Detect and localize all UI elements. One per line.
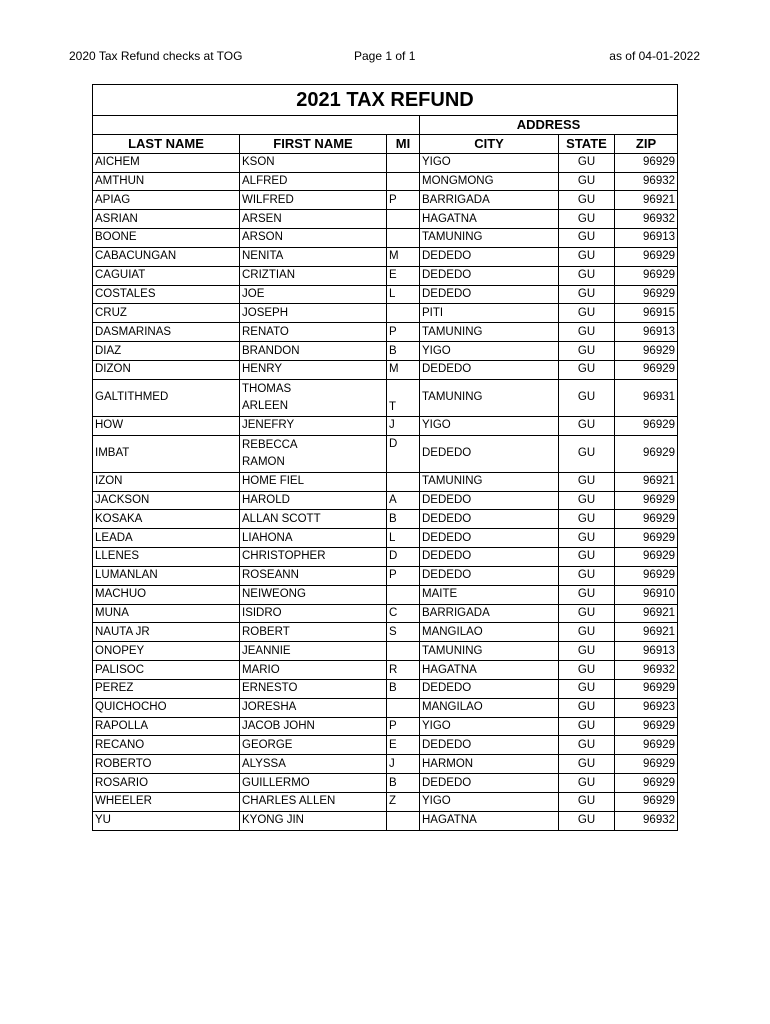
first-name-cell: WILFRED [240, 191, 387, 210]
table-row [93, 285, 678, 304]
middle-initial-cell: P [387, 566, 420, 585]
middle-initial-cell: R [387, 661, 420, 680]
first-name-line-1: REBECCA [242, 438, 298, 451]
city-cell: TAMUNING [420, 642, 559, 661]
table-row [93, 153, 678, 172]
table-row [93, 661, 678, 680]
first-name-cell [240, 435, 387, 472]
zip-cell: 96931 [615, 379, 678, 416]
table-row [93, 210, 678, 229]
city-cell: DEDEDO [420, 491, 559, 510]
state-cell: GU [559, 698, 615, 717]
middle-initial-cell [387, 172, 420, 191]
city-cell: YIGO [420, 717, 559, 736]
zip-cell: 96929 [615, 435, 678, 472]
first-name-cell: JOE [240, 285, 387, 304]
state-cell: GU [559, 548, 615, 567]
column-header-last-name: LAST NAME [93, 134, 240, 153]
state-cell: GU [559, 736, 615, 755]
zip-cell: 96923 [615, 698, 678, 717]
last-name-cell: PALISOC [93, 661, 240, 680]
city-cell: PITI [420, 304, 559, 323]
state-cell: GU [559, 566, 615, 585]
state-cell: GU [559, 510, 615, 529]
last-name-cell: CABACUNGAN [93, 247, 240, 266]
zip-cell: 96929 [615, 755, 678, 774]
city-cell: DEDEDO [420, 510, 559, 529]
zip-cell: 96921 [615, 472, 678, 491]
column-header-first-name: FIRST NAME [240, 134, 387, 153]
last-name-cell: CAGUIAT [93, 266, 240, 285]
city-cell: DEDEDO [420, 566, 559, 585]
last-name-cell: DASMARINAS [93, 323, 240, 342]
middle-initial-cell: E [387, 266, 420, 285]
table-row [93, 717, 678, 736]
table-row [93, 416, 678, 435]
middle-initial-cell: B [387, 342, 420, 361]
middle-initial-cell [387, 153, 420, 172]
state-cell: GU [559, 210, 615, 229]
last-name-cell: AICHEM [93, 153, 240, 172]
state-cell: GU [559, 416, 615, 435]
last-name-cell: ONOPEY [93, 642, 240, 661]
middle-initial-cell: P [387, 191, 420, 210]
state-cell: GU [559, 435, 615, 472]
zip-cell: 96929 [615, 416, 678, 435]
first-name-cell: JEANNIE [240, 642, 387, 661]
first-name-cell: GUILLERMO [240, 774, 387, 793]
column-header-row [93, 134, 678, 153]
city-cell: MANGILAO [420, 623, 559, 642]
city-cell: HAGATNA [420, 811, 559, 830]
last-name-cell: YU [93, 811, 240, 830]
table-row [93, 266, 678, 285]
first-name-cell: JENEFRY [240, 416, 387, 435]
city-cell: YIGO [420, 416, 559, 435]
table-row [93, 604, 678, 623]
last-name-cell: CRUZ [93, 304, 240, 323]
last-name-cell: IMBAT [93, 435, 240, 472]
zip-cell: 96929 [615, 342, 678, 361]
last-name-cell: LUMANLAN [93, 566, 240, 585]
middle-initial-cell [387, 811, 420, 830]
middle-initial-cell: B [387, 510, 420, 529]
zip-cell: 96932 [615, 811, 678, 830]
table-row [93, 229, 678, 248]
city-cell: HARMON [420, 755, 559, 774]
last-name-cell: LLENES [93, 548, 240, 567]
first-name-cell: RENATO [240, 323, 387, 342]
state-cell: GU [559, 323, 615, 342]
state-cell: GU [559, 153, 615, 172]
state-cell: GU [559, 472, 615, 491]
last-name-cell: LEADA [93, 529, 240, 548]
last-name-cell: AMTHUN [93, 172, 240, 191]
table-row [93, 529, 678, 548]
city-cell: YIGO [420, 793, 559, 812]
zip-cell: 96913 [615, 229, 678, 248]
zip-cell: 96929 [615, 793, 678, 812]
city-cell: BARRIGADA [420, 191, 559, 210]
state-cell: GU [559, 360, 615, 379]
middle-initial-cell [387, 229, 420, 248]
state-cell: GU [559, 661, 615, 680]
first-name-cell: KSON [240, 153, 387, 172]
zip-cell: 96929 [615, 774, 678, 793]
first-name-line-2: RAMON [242, 455, 285, 468]
table-row [93, 435, 678, 472]
middle-initial-cell [387, 210, 420, 229]
last-name-cell: COSTALES [93, 285, 240, 304]
zip-cell: 96929 [615, 360, 678, 379]
last-name-cell: NAUTA JR [93, 623, 240, 642]
table-body [93, 153, 678, 830]
table-row [93, 548, 678, 567]
first-name-cell: GEORGE [240, 736, 387, 755]
middle-initial-cell [387, 585, 420, 604]
state-cell: GU [559, 811, 615, 830]
state-cell: GU [559, 247, 615, 266]
first-name-cell: HAROLD [240, 491, 387, 510]
city-cell: HAGATNA [420, 661, 559, 680]
middle-initial-cell: J [387, 416, 420, 435]
column-header-zip: ZIP [615, 134, 678, 153]
last-name-cell: BOONE [93, 229, 240, 248]
table-row [93, 191, 678, 210]
city-cell: YIGO [420, 342, 559, 361]
city-cell: YIGO [420, 153, 559, 172]
first-name-cell: HENRY [240, 360, 387, 379]
first-name-cell: ROBERT [240, 623, 387, 642]
zip-cell: 96929 [615, 529, 678, 548]
table-row [93, 642, 678, 661]
city-cell: MAITE [420, 585, 559, 604]
city-cell: TAMUNING [420, 323, 559, 342]
state-cell: GU [559, 191, 615, 210]
first-name-cell: JACOB JOHN [240, 717, 387, 736]
first-name-cell: HOME FIEL [240, 472, 387, 491]
table-row [93, 247, 678, 266]
state-cell: GU [559, 679, 615, 698]
middle-initial-cell: M [387, 360, 420, 379]
city-cell: DEDEDO [420, 266, 559, 285]
middle-initial-cell: S [387, 623, 420, 642]
last-name-cell: MUNA [93, 604, 240, 623]
city-cell: DEDEDO [420, 679, 559, 698]
city-cell: TAMUNING [420, 472, 559, 491]
state-cell: GU [559, 379, 615, 416]
middle-initial-cell: D [387, 548, 420, 567]
state-cell: GU [559, 623, 615, 642]
table-row [93, 623, 678, 642]
table-row [93, 698, 678, 717]
last-name-cell: JACKSON [93, 491, 240, 510]
last-name-cell: ROBERTO [93, 755, 240, 774]
table-row [93, 811, 678, 830]
middle-initial-cell: P [387, 323, 420, 342]
first-name-cell: NEIWEONG [240, 585, 387, 604]
city-cell: MONGMONG [420, 172, 559, 191]
zip-cell: 96921 [615, 623, 678, 642]
state-cell: GU [559, 604, 615, 623]
first-name-cell: JORESHA [240, 698, 387, 717]
middle-initial-cell [387, 304, 420, 323]
first-name-cell: MARIO [240, 661, 387, 680]
zip-cell: 96921 [615, 191, 678, 210]
city-cell: DEDEDO [420, 774, 559, 793]
middle-initial-cell: Z [387, 793, 420, 812]
city-cell: BARRIGADA [420, 604, 559, 623]
middle-initial-cell [387, 472, 420, 491]
state-cell: GU [559, 266, 615, 285]
state-cell: GU [559, 304, 615, 323]
first-name-cell: KYONG JIN [240, 811, 387, 830]
column-header-city: CITY [420, 134, 559, 153]
table-row [93, 304, 678, 323]
first-name-cell: LIAHONA [240, 529, 387, 548]
first-name-cell: ALYSSA [240, 755, 387, 774]
last-name-cell: WHEELER [93, 793, 240, 812]
city-cell: DEDEDO [420, 360, 559, 379]
address-spacer-cell [93, 116, 420, 135]
column-header-state: STATE [559, 134, 615, 153]
first-name-cell: ROSEANN [240, 566, 387, 585]
middle-initial-cell: C [387, 604, 420, 623]
city-cell: DEDEDO [420, 435, 559, 472]
table-title: 2021 TAX REFUND [93, 85, 678, 116]
city-cell: DEDEDO [420, 548, 559, 567]
middle-initial-cell: B [387, 679, 420, 698]
first-name-cell: NENITA [240, 247, 387, 266]
zip-cell: 96929 [615, 566, 678, 585]
zip-cell: 96929 [615, 736, 678, 755]
zip-cell: 96921 [615, 604, 678, 623]
middle-initial-cell [387, 642, 420, 661]
last-name-cell: PEREZ [93, 679, 240, 698]
middle-initial-cell: L [387, 285, 420, 304]
city-cell: DEDEDO [420, 247, 559, 266]
zip-cell: 96932 [615, 210, 678, 229]
table-row [93, 472, 678, 491]
zip-cell: 96929 [615, 247, 678, 266]
middle-initial-cell [387, 698, 420, 717]
table-row [93, 566, 678, 585]
last-name-cell: GALTITHMED [93, 379, 240, 416]
as-of-date: as of 04-01-2022 [609, 49, 700, 63]
table-row [93, 774, 678, 793]
first-name-cell: CRIZTIAN [240, 266, 387, 285]
first-name-cell: CHARLES ALLEN [240, 793, 387, 812]
zip-cell: 96929 [615, 266, 678, 285]
state-cell: GU [559, 529, 615, 548]
table-row [93, 793, 678, 812]
last-name-cell: DIAZ [93, 342, 240, 361]
first-name-cell: ALFRED [240, 172, 387, 191]
table-row [93, 755, 678, 774]
address-group-header: ADDRESS [420, 116, 678, 135]
city-cell: DEDEDO [420, 736, 559, 755]
middle-initial-cell: L [387, 529, 420, 548]
city-cell: DEDEDO [420, 529, 559, 548]
middle-initial-cell: B [387, 774, 420, 793]
middle-initial-cell: D [387, 435, 420, 472]
state-cell: GU [559, 172, 615, 191]
first-name-cell: ARSON [240, 229, 387, 248]
table-row [93, 585, 678, 604]
state-cell: GU [559, 642, 615, 661]
zip-cell: 96929 [615, 679, 678, 698]
state-cell: GU [559, 717, 615, 736]
first-name-line-2: ARLEEN [242, 399, 289, 412]
zip-cell: 96932 [615, 661, 678, 680]
middle-initial-cell: P [387, 717, 420, 736]
first-name-cell: ERNESTO [240, 679, 387, 698]
last-name-cell: IZON [93, 472, 240, 491]
first-name-cell: JOSEPH [240, 304, 387, 323]
city-cell: TAMUNING [420, 379, 559, 416]
first-name-cell: ALLAN SCOTT [240, 510, 387, 529]
middle-initial-cell: A [387, 491, 420, 510]
state-cell: GU [559, 585, 615, 604]
table-row [93, 491, 678, 510]
page-number: Page 1 of 1 [354, 49, 416, 63]
last-name-cell: ROSARIO [93, 774, 240, 793]
table-row [93, 379, 678, 416]
zip-cell: 96929 [615, 491, 678, 510]
last-name-cell: APIAG [93, 191, 240, 210]
table-row [93, 360, 678, 379]
last-name-cell: DIZON [93, 360, 240, 379]
zip-cell: 96929 [615, 717, 678, 736]
last-name-cell: RAPOLLA [93, 717, 240, 736]
middle-initial-cell: E [387, 736, 420, 755]
middle-initial-cell: T [387, 379, 420, 416]
middle-initial-cell: M [387, 247, 420, 266]
first-name-line-1: THOMAS [242, 382, 292, 395]
last-name-cell: QUICHOCHO [93, 698, 240, 717]
table-row [93, 679, 678, 698]
state-cell: GU [559, 755, 615, 774]
last-name-cell: RECANO [93, 736, 240, 755]
table-row [93, 172, 678, 191]
state-cell: GU [559, 229, 615, 248]
first-name-cell [240, 379, 387, 416]
zip-cell: 96910 [615, 585, 678, 604]
last-name-cell: MACHUO [93, 585, 240, 604]
table-row [93, 323, 678, 342]
zip-cell: 96913 [615, 323, 678, 342]
zip-cell: 96929 [615, 548, 678, 567]
zip-cell: 96913 [615, 642, 678, 661]
last-name-cell: KOSAKA [93, 510, 240, 529]
last-name-cell: ASRIAN [93, 210, 240, 229]
first-name-cell: ARSEN [240, 210, 387, 229]
city-cell: HAGATNA [420, 210, 559, 229]
city-cell: DEDEDO [420, 285, 559, 304]
city-cell: MANGILAO [420, 698, 559, 717]
state-cell: GU [559, 285, 615, 304]
table-row [93, 342, 678, 361]
column-header-mi: MI [387, 134, 420, 153]
last-name-cell: HOW [93, 416, 240, 435]
middle-initial-cell: J [387, 755, 420, 774]
table-row [93, 510, 678, 529]
page-header-left: 2020 Tax Refund checks at TOG [69, 49, 243, 63]
zip-cell: 96915 [615, 304, 678, 323]
city-cell: TAMUNING [420, 229, 559, 248]
tax-refund-table [92, 84, 678, 831]
state-cell: GU [559, 774, 615, 793]
state-cell: GU [559, 491, 615, 510]
first-name-cell: BRANDON [240, 342, 387, 361]
table-row [93, 736, 678, 755]
zip-cell: 96929 [615, 285, 678, 304]
zip-cell: 96929 [615, 510, 678, 529]
first-name-cell: ISIDRO [240, 604, 387, 623]
state-cell: GU [559, 793, 615, 812]
zip-cell: 96929 [615, 153, 678, 172]
state-cell: GU [559, 342, 615, 361]
zip-cell: 96932 [615, 172, 678, 191]
first-name-cell: CHRISTOPHER [240, 548, 387, 567]
